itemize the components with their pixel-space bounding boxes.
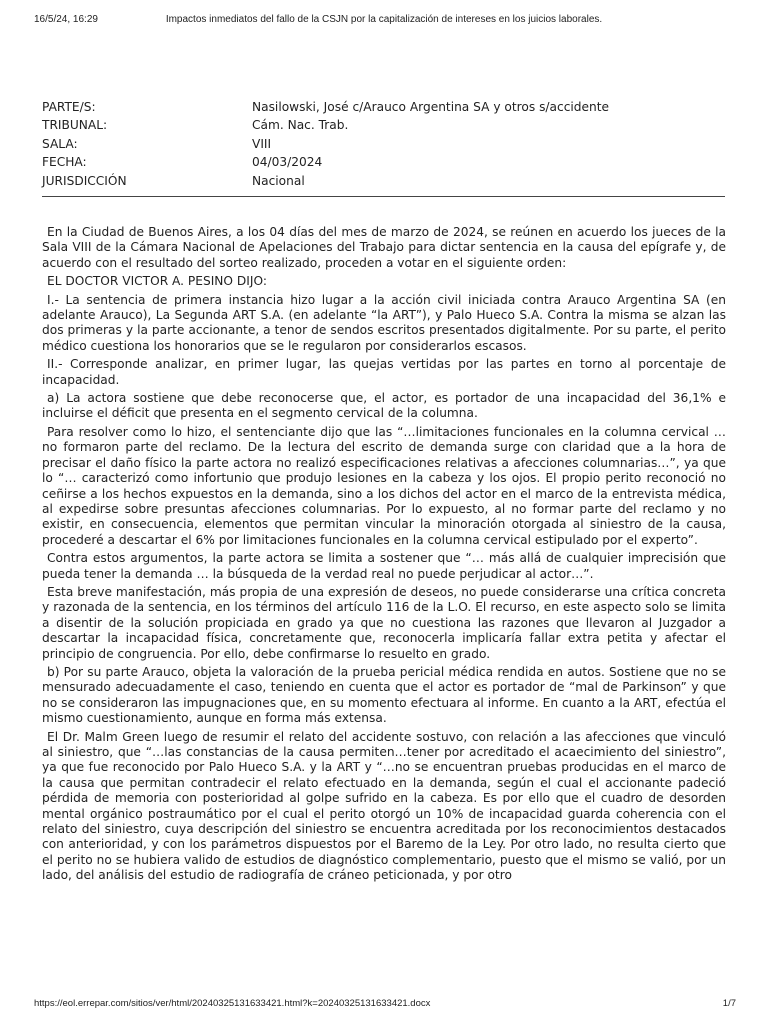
case-info-value: Nacional — [252, 173, 305, 188]
paragraph-section-i: I.- La sentencia de primera instancia hizo lugar a la acción civil iniciada contra Arauco Argentina SA (en adelante Arauco), La Segunda ART S.A. (en adelante “la ART”), y Palo Hueco S.A. Contra la misma se alzan las dos primeras y la parte accionante, a tenor de sendos escritos presentados digitalmente. Por su parte, el perito médico cuestiona los honorarios que se le regularon por considerarlos escasos. — [42, 292, 726, 353]
paragraph-vote-heading: EL DOCTOR VICTOR A. PESINO DIJO: — [47, 274, 267, 289]
judgment-body — [42, 225, 726, 887]
browser-print-footer — [34, 998, 736, 1012]
paragraph-item-a: a) La actora sostiene que debe reconocerse que, el actor, es portador de una incapacidad del 36,1% e incluirse el déficit que presenta en el segmento cervical de la columna. — [42, 391, 726, 421]
case-info-label: FECHA: — [42, 155, 87, 170]
case-info-value: VIII — [252, 136, 272, 151]
print-url: https://eol.errepar.com/sitios/ver/html/20240325131633421.html?k=20240325131633421.docx — [34, 998, 431, 1009]
case-info-block — [42, 100, 725, 197]
paragraph-item-b: b) Por su parte Arauco, objeta la valoración de la prueba pericial médica rendida en autos. Sostiene que no se mensurado adecuadamente el caso, teniendo en cuenta que el actor es portador de “mal de Parkinson” y que no se consideraron las impugnaciones que, en su momento efectuara al informe. En cuanto a la ART, efectúa el mismo cuestionamiento, aunque en forma más extensa. — [42, 664, 726, 726]
case-info-row — [42, 137, 725, 155]
paragraph: El Dr. Malm Green luego de resumir el relato del accidente sostuvo, con relación a las afecciones que vinculó al siniestro, que “…las constancias de la causa permiten…tener por acreditado el acaecimiento del siniestro”, ya que fue reconocido por Palo Hueco S.A. y la ART y “…no se encuentran pruebas producidas en el marco de la causa que permitan contradecir el relato efectuado en la demanda, según el cual el accionante padeció pérdida de memoria con posterioridad al golpe sufrido en la cabeza. Es por ello que el cuadro de desorden mental orgánico postraumático por el cual el perito otorgó un 10% de incapacidad guarda coherencia con el relato del siniestro, cuya descripción del siniestro se encuentra acreditada por los reconocimientos destacados con anterioridad, y con los parámetros dispuestos por el Baremo de la Ley. Por otro lado, no resulta cierto que el perito no se hubiera valido de estudios de diagnóstico complementario, puesto que el mismo se valió, por un lado, del análisis del estudio de radiografía de cráneo peticionada, y por otro — [42, 729, 726, 883]
case-info-value: Nasilowski, José c/Arauco Argentina SA y otros s/accidente — [252, 100, 610, 114]
header-divider — [42, 196, 725, 197]
case-info-value: 04/03/2024 — [252, 155, 323, 170]
browser-print-header — [34, 14, 734, 28]
paragraph-section-ii: II.- Corresponde analizar, en primer lugar, las quejas vertidas por las partes en torno al porcentaje de incapacidad. — [42, 357, 726, 387]
paragraph: Para resolver como lo hizo, el sentenciante dijo que las “…limitaciones funcionales en la columna cervical … no formaron parte del reclamo. De la lectura del escrito de demanda surge con claridad que a la hora de precisar el daño físico la parte actora no realizó especificaciones relativas a afecciones columnarias…”, ya que lo “… caracterizó como infortunio que produjo lesiones en la cabeza y los ojos. El propio perito reconoció no ceñirse a los hechos expuestos en la demanda, sino a los dichos del actor en el marco de la entrevista médica, al expedirse sobre presuntas afecciones columnarias. Por lo expuesto, al no formar parte del reclamo y no existir, en consecuencia, elementos que permitan vincular la minoración otorgada al siniestro de la causa, procederé a descartar el 6% por limitaciones funcionales en la columna cervical estipulado por el experto”. — [42, 424, 726, 547]
case-info-label: TRIBUNAL: — [42, 118, 108, 133]
case-info-value: Cám. Nac. Trab. — [252, 118, 349, 133]
print-datetime: 16/5/24, 16:29 — [34, 14, 98, 25]
paragraph-opening: En la Ciudad de Buenos Aires, a los 04 días del mes de marzo de 2024, se reúnen en acuerdo los jueces de la Sala VIII de la Cámara Nacional de Apelaciones del Trabajo para dictar sentencia en la causa del epígrafe y, de acuerdo con el resultado del sorteo realizado, proceden a votar en el siguiente orden: — [42, 225, 726, 270]
case-info-label: PARTE/S: — [42, 100, 96, 114]
case-info-label: JURISDICCIÓN — [42, 173, 127, 188]
paragraph: Esta breve manifestación, más propia de una expresión de deseos, no puede considerarse una crítica concreta y razonada de la sentencia, en los términos del artículo 116 de la L.O. El recurso, en este aspecto solo se limita a disentir de la solución propiciada en grado ya que no cuestiona las razones que llevaron al Juzgador a descartar la incapacidad física, concretamente que, reconocerla implicaría fallar extra petita y afectar el principio de congruencia. Por ello, debe confirmarse lo resuelto en grado. — [42, 584, 726, 661]
page-number: 1/7 — [722, 998, 736, 1009]
case-info-row — [42, 118, 725, 136]
paragraph: Contra estos argumentos, la parte actora se limita a sostener que “… más allá de cualquier imprecisión que pueda tener la demanda … la búsqueda de la verdad real no puede perjudicar al actor…”. — [42, 551, 726, 581]
print-page-title: Impactos inmediatos del fallo de la CSJN por la capitalización de intereses en los juicios laborales. — [165, 14, 603, 25]
case-info-row — [42, 100, 725, 118]
case-info-row — [42, 155, 725, 173]
case-info-row — [42, 174, 725, 192]
case-info-label: SALA: — [42, 136, 78, 151]
case-info-table — [42, 100, 725, 192]
